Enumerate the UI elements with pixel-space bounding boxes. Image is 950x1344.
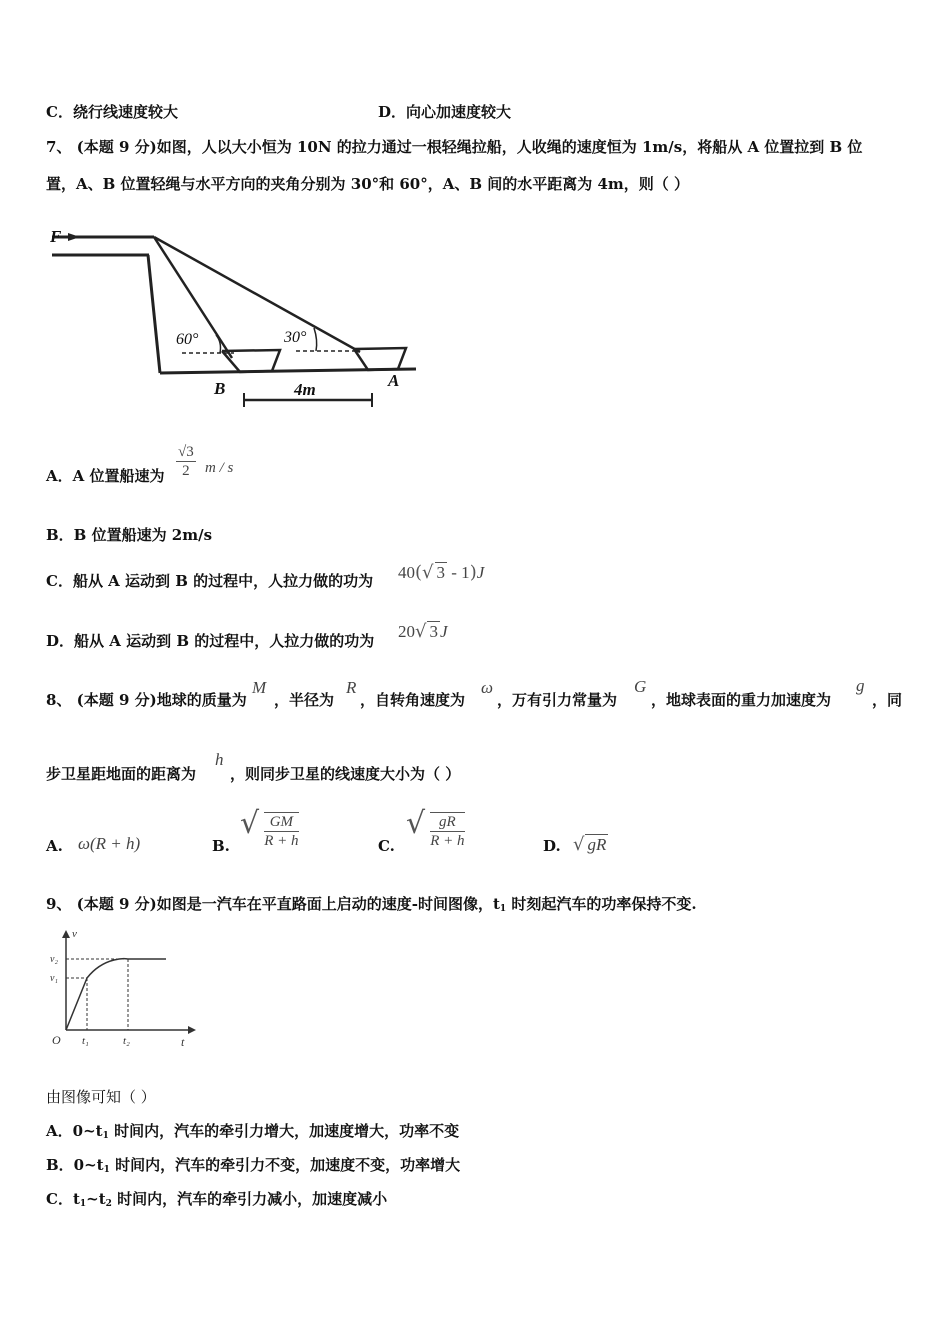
label-b: B bbox=[214, 379, 226, 398]
radicand: gR bbox=[587, 835, 607, 854]
sym-gravity-g: g bbox=[856, 676, 865, 695]
paren-right-symbol: ) bbox=[469, 562, 477, 583]
q9-option-a-part1: A．0~t bbox=[46, 1122, 103, 1140]
math-prefix: 20 bbox=[398, 622, 415, 641]
force-arrow-head bbox=[68, 233, 80, 241]
sym-mass-m: M bbox=[252, 678, 267, 697]
q9-stem bbox=[46, 894, 697, 919]
boat-b bbox=[222, 350, 280, 372]
radical-symbol: √ bbox=[573, 834, 585, 855]
q6-option-c: C．绕行线速度较大 bbox=[46, 103, 178, 121]
label-f: F bbox=[50, 227, 62, 246]
q9-option-c-mid: ~t bbox=[86, 1190, 106, 1208]
q7-option-d-math bbox=[398, 621, 448, 642]
q9-option-c bbox=[46, 1189, 387, 1214]
fraction bbox=[430, 812, 464, 850]
q6-option-d: D．向心加速度较大 bbox=[378, 103, 512, 121]
q8-stem-part8: ，则同步卫星的线速度大小为（ ） bbox=[230, 765, 461, 783]
radicand: 3 bbox=[436, 563, 446, 582]
sym-omega: ω bbox=[481, 678, 494, 697]
unit-j: J bbox=[476, 563, 485, 582]
q7-option-a bbox=[46, 466, 165, 486]
radicand: 3 bbox=[429, 622, 438, 641]
fraction-denominator: 2 bbox=[182, 463, 190, 479]
t-axis-arrow bbox=[188, 1026, 196, 1034]
q9-option-b bbox=[46, 1155, 460, 1180]
q8-stem-part5: ，地球表面的重力加速度为 bbox=[651, 691, 832, 709]
graph-label-v2: v₂ bbox=[50, 954, 58, 965]
unit-j: J bbox=[439, 622, 448, 641]
sym-gravitational-constant: G bbox=[634, 677, 647, 696]
graph-label-origin: O bbox=[52, 1033, 61, 1047]
q8-stem-part2: ，半径为 bbox=[274, 691, 335, 709]
q9-option-b-subscript: 1 bbox=[103, 1165, 110, 1175]
radical-symbol: √ bbox=[415, 621, 427, 642]
q7-boat-pull-figure bbox=[44, 222, 424, 407]
radical-symbol: √ bbox=[240, 806, 260, 841]
q7-stem-line1: 7、 (本题 9 分)如图，人以大小恒为 10N 的拉力通过一根轻绳拉船，人收绳的速度恒为 1m/s，将船从 A 位置拉到 B 位 bbox=[46, 138, 863, 156]
v-axis-arrow bbox=[62, 930, 70, 938]
arc-30 bbox=[314, 328, 317, 351]
q8-option-a-math: ω(R + h) bbox=[78, 834, 141, 853]
fraction-denominator: R + h bbox=[430, 833, 465, 849]
q9-stem-subscript: 1 bbox=[499, 904, 507, 914]
q8-option-d-math bbox=[573, 834, 608, 855]
q8-option-b-math bbox=[240, 806, 299, 850]
q9-stem-part2: 时刻起汽车的功率保持不变. bbox=[506, 895, 697, 913]
pier-wall bbox=[148, 255, 160, 373]
boat-a bbox=[354, 348, 406, 370]
q8-stem-part1: 8、 (本题 9 分)地球的质量为 bbox=[46, 691, 247, 709]
fraction bbox=[264, 812, 298, 850]
q9-option-a-part2: 时间内，汽车的牵引力增大，加速度增大，功率不变 bbox=[108, 1122, 460, 1140]
q7-option-a-text: A．A 位置船速为 bbox=[46, 467, 165, 485]
q9-option-c-part1: C．t bbox=[46, 1190, 80, 1208]
label-a: A bbox=[388, 371, 400, 390]
radical-symbol: √ bbox=[406, 806, 426, 841]
q8-stem-part4: ，万有引力常量为 bbox=[497, 691, 618, 709]
fraction-numerator: gR bbox=[430, 813, 464, 832]
label-60: 60° bbox=[176, 331, 199, 348]
q7-option-c: C．船从 A 运动到 B 的过程中，人拉力做的功为 bbox=[46, 572, 374, 590]
q7-option-b: B．B 位置船速为 2m/s bbox=[46, 526, 213, 544]
fraction-numerator: √3 bbox=[178, 444, 194, 460]
q8-stem-part3: ，自转角速度为 bbox=[360, 691, 466, 709]
graph-label-t1: t₁ bbox=[82, 1035, 89, 1047]
fraction-numerator: GM bbox=[264, 813, 298, 832]
sym-radius-r: R bbox=[346, 678, 357, 697]
radical-symbol: √ bbox=[422, 562, 434, 583]
q8-option-b-label: B. bbox=[212, 837, 230, 855]
graph-label-t: t bbox=[181, 1035, 185, 1049]
q7-option-c-math bbox=[398, 562, 484, 583]
q8-option-a-label: A. bbox=[46, 837, 63, 855]
q9-option-a-subscript: 1 bbox=[102, 1131, 109, 1141]
q9-velocity-time-graph bbox=[46, 926, 206, 1051]
q9-stem-part1: 9、 (本题 9 分)如图是一汽车在平直路面上启动的速度-时间图像，t bbox=[46, 895, 500, 913]
label-30: 30° bbox=[284, 329, 307, 346]
q8-option-d-label: D. bbox=[543, 837, 561, 855]
q8-stem-part7: 步卫星距地面的距离为 bbox=[46, 765, 197, 783]
q8-stem-part6: ，同 bbox=[872, 691, 903, 709]
math-minus-one: - 1 bbox=[451, 563, 470, 582]
graph-label-v: v bbox=[72, 928, 77, 940]
q9-option-c-part2: 时间内，汽车的牵引力减小，加速度减小 bbox=[111, 1190, 388, 1208]
label-distance: 4m bbox=[294, 380, 316, 399]
fraction-denominator: R + h bbox=[264, 833, 299, 849]
q7-option-a-unit: m / s bbox=[205, 460, 234, 476]
sym-height-h: h bbox=[215, 750, 224, 769]
q9-option-b-part1: B．0~t bbox=[46, 1156, 104, 1174]
q9-intro: 由图像可知（ ） bbox=[46, 1088, 156, 1106]
q7-option-d: D．船从 A 运动到 B 的过程中，人拉力做的功为 bbox=[46, 632, 375, 650]
q7-option-a-fraction bbox=[176, 443, 196, 480]
q9-option-c-subscript1: 1 bbox=[79, 1199, 87, 1209]
graph-label-v1: v₁ bbox=[50, 973, 58, 984]
q8-option-c-label: C. bbox=[378, 837, 395, 855]
q9-option-a bbox=[46, 1121, 459, 1146]
math-prefix: 40 bbox=[398, 563, 415, 582]
q7-stem-line2: 置，A、B 位置轻绳与水平方向的夹角分别为 30°和 60°，A、B 间的水平距离为 4m，则（ ） bbox=[46, 175, 690, 193]
q8-option-c-math bbox=[406, 806, 465, 850]
q9-option-b-part2: 时间内，汽车的牵引力不变，加速度不变，功率增大 bbox=[109, 1156, 461, 1174]
velocity-curve bbox=[66, 959, 166, 1030]
q9-option-c-subscript2: 2 bbox=[105, 1199, 112, 1209]
paren-left-symbol: ( bbox=[415, 562, 423, 583]
graph-label-t2: t₂ bbox=[123, 1035, 130, 1047]
